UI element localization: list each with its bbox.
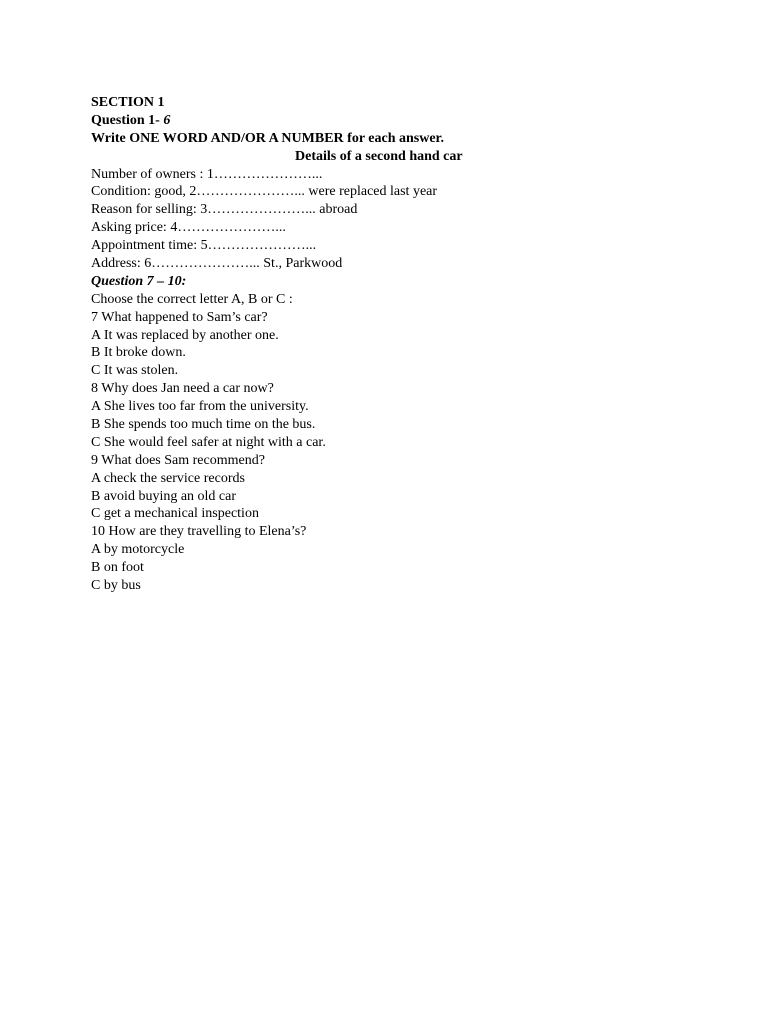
document-page: [91, 94, 491, 595]
answer-option: C get a mechanical inspection: [91, 506, 259, 522]
answer-option: B It broke down.: [91, 345, 186, 361]
answer-option: A It was replaced by another one.: [91, 327, 279, 343]
form-line-address: Address: 6…………………... St., Parkwood: [91, 256, 343, 272]
question-range-heading: [91, 112, 491, 130]
answer-option: A by motorcycle: [91, 542, 185, 558]
form-title: Details of a second hand car: [295, 148, 463, 164]
form-line-owners: Number of owners : 1…………………...: [91, 166, 323, 182]
form-line-price: Asking price: 4…………………...: [91, 220, 286, 236]
question-block-10: [91, 523, 491, 595]
part2-instruction: Choose the correct letter A, B or C :: [91, 291, 293, 307]
answer-option: C by bus: [91, 578, 141, 594]
form-line-appointment: Appointment time: 5…………………...: [91, 238, 317, 254]
question-prompt: 7 What happened to Sam’s car?: [91, 309, 268, 325]
question-block-9: [91, 452, 491, 524]
answer-option: C It was stolen.: [91, 363, 179, 379]
instruction-text: Write ONE WORD AND/OR A NUMBER for each answer.: [91, 130, 444, 146]
question-block-7: [91, 309, 491, 381]
answer-option: C She would feel safer at night with a car.: [91, 434, 326, 450]
section-title: SECTION 1: [91, 95, 165, 110]
question-prompt: 8 Why does Jan need a car now?: [91, 381, 274, 397]
answer-option: B avoid buying an old car: [91, 488, 237, 504]
question-range-prefix: Question 1-: [91, 112, 164, 128]
form-line-reason: Reason for selling: 3…………………... abroad: [91, 202, 358, 218]
answer-option: B She spends too much time on the bus.: [91, 417, 316, 433]
question-block-8: [91, 380, 491, 452]
question-prompt: 10 How are they travelling to Elena’s?: [91, 524, 307, 540]
answer-option: A She lives too far from the university.: [91, 399, 309, 415]
form-line-condition: Condition: good, 2…………………... were replaced last year: [91, 184, 438, 200]
part2-heading: Question 7 – 10:: [91, 273, 187, 289]
answer-option: A check the service records: [91, 470, 245, 486]
question-range-end: 6: [163, 112, 171, 128]
question-prompt: 9 What does Sam recommend?: [91, 452, 265, 468]
answer-option: B on foot: [91, 560, 144, 576]
